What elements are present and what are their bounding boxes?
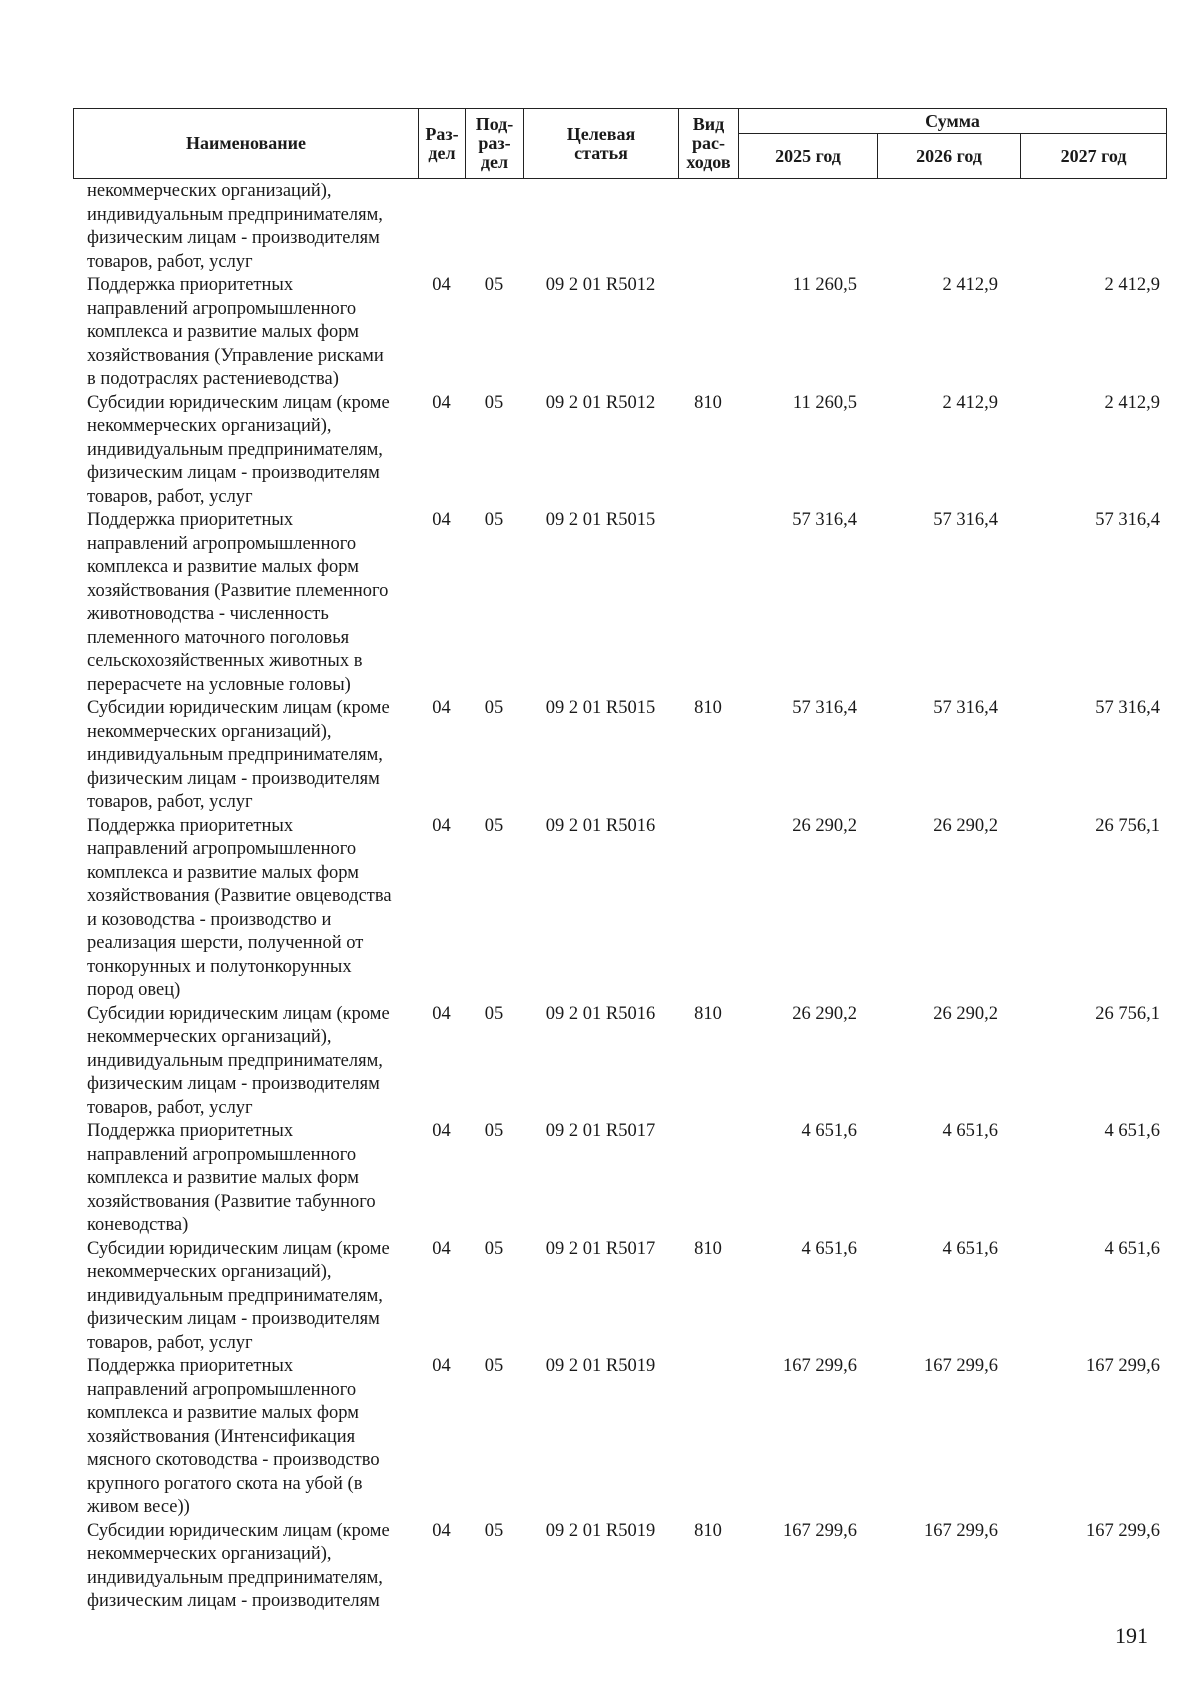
- table-row: [73, 1120, 1166, 1238]
- header-kind: [679, 109, 739, 179]
- table-header: [73, 108, 1167, 179]
- table-row: [73, 815, 1166, 1003]
- cell-subsection: 05: [484, 815, 504, 836]
- cell-kind: 810: [694, 698, 722, 718]
- cell-section: 04: [432, 392, 451, 413]
- header-2025: [739, 134, 878, 179]
- cell-name: Поддержка приоритетных направлений агропромышленного комплекса и развитие малых форм хозяйствования (Управление рисками в подотраслях растениеводства): [87, 275, 384, 389]
- cell-name: Субсидии юридическим лицам (кроме некоммерческих организаций), индивидуальным предпринимателям, физическим лицам - производителям товаров, работ, услуг: [87, 1003, 390, 1118]
- cell-y2026: 2 412,9: [942, 275, 998, 295]
- cell-y2027: 4 651,6: [1104, 1238, 1160, 1259]
- table-row: [73, 1355, 1166, 1520]
- header-2027-label: 2027 год: [1060, 145, 1127, 166]
- table-row: [73, 697, 1166, 815]
- cell-y2026: 26 290,2: [933, 815, 998, 836]
- cell-target: [523, 180, 678, 274]
- cell-kind: [678, 180, 738, 274]
- cell-section: [418, 180, 465, 274]
- cell-name: Поддержка приоритетных направлений агропромышленного комплекса и развитие малых форм хозяйствования (Развитие овцеводства и козоводства - производство и реализация шерсти, полученной от тонкорунных и полутонкорунных пород овец): [87, 815, 392, 1000]
- table-row: [73, 180, 1166, 274]
- cell-name: Поддержка приоритетных направлений агропромышленного комплекса и развитие малых форм хозяйствования (Интенсификация мясного скотоводства - производство крупного рогатого скота на убой (в живом весе)): [87, 1356, 380, 1517]
- cell-target: 09 2 01 R5019: [545, 1520, 656, 1541]
- cell-y2025: 167 299,6: [783, 1520, 857, 1541]
- cell-y2025: 57 316,4: [792, 698, 857, 718]
- cell-target: 09 2 01 R5012: [545, 275, 656, 295]
- header-section: [419, 109, 466, 179]
- header-subsection: [466, 109, 524, 179]
- table-body: [73, 180, 1166, 1614]
- cell-target: 09 2 01 R5017: [545, 1238, 656, 1259]
- cell-target: 09 2 01 R5015: [545, 510, 656, 530]
- cell-y2026: 167 299,6: [924, 1356, 998, 1376]
- cell-subsection: [465, 180, 523, 274]
- cell-subsection: 05: [484, 1238, 504, 1259]
- cell-section: 04: [432, 510, 451, 530]
- cell-kind: [678, 274, 738, 392]
- cell-y2025: 26 290,2: [792, 1003, 857, 1024]
- cell-y2027: 2 412,9: [1104, 392, 1160, 413]
- header-name-label: Наименование: [186, 133, 306, 153]
- cell-y2025: 11 260,5: [792, 392, 857, 413]
- cell-name: Поддержка приоритетных направлений агропромышленного комплекса и развитие малых форм хозяйствования (Развитие табунного коневодства): [87, 1121, 376, 1235]
- cell-y2026: 57 316,4: [933, 698, 998, 718]
- cell-kind: [678, 1355, 738, 1520]
- header-2026: [878, 134, 1021, 179]
- table-row: [73, 509, 1166, 697]
- cell-kind: [678, 1120, 738, 1238]
- cell-y2027: 4 651,6: [1104, 1121, 1160, 1141]
- cell-y2025: 26 290,2: [792, 815, 857, 836]
- cell-subsection: 05: [484, 510, 504, 530]
- cell-name: Субсидии юридическим лицам (кроме некоммерческих организаций), индивидуальным предпринимателям, физическим лицам - производителям товаров, работ, услуг: [87, 392, 390, 507]
- cell-name: некоммерческих организаций), индивидуальным предпринимателям, физическим лицам - производителям товаров, работ, услуг: [87, 181, 383, 272]
- cell-kind: [678, 815, 738, 1003]
- table-row: [73, 1520, 1166, 1614]
- header-name: [74, 109, 419, 179]
- cell-name: Субсидии юридическим лицам (кроме некоммерческих организаций), индивидуальным предпринимателям, физическим лицам - производителям товаров, работ, услуг: [87, 1238, 390, 1353]
- cell-section: 04: [432, 275, 451, 295]
- cell-y2027: 57 316,4: [1095, 510, 1160, 530]
- cell-kind: 810: [694, 1003, 722, 1024]
- header-target-label: Целевая статья: [566, 123, 636, 163]
- cell-target: 09 2 01 R5012: [545, 392, 656, 413]
- cell-subsection: 05: [484, 1356, 504, 1376]
- cell-subsection: 05: [484, 275, 504, 295]
- header-2025-label: 2025 год: [775, 145, 841, 166]
- cell-section: 04: [432, 1356, 451, 1376]
- page-number: 191: [1115, 1623, 1148, 1648]
- header-kind-label: Вид рас- ходов: [686, 114, 731, 172]
- cell-section: 04: [432, 698, 451, 718]
- cell-y2027: 167 299,6: [1086, 1356, 1160, 1376]
- cell-kind: 810: [694, 1520, 722, 1541]
- cell-name: Поддержка приоритетных направлений агропромышленного комплекса и развитие малых форм хозяйствования (Развитие племенного животноводства - численность племенного маточного поголовья сельскохозяйственных животных в перерасчете на условные головы): [87, 510, 389, 695]
- header-target: [524, 109, 679, 179]
- cell-y2025: 57 316,4: [792, 510, 857, 530]
- cell-section: 04: [432, 1520, 451, 1541]
- header-sum-label: Сумма: [925, 110, 980, 131]
- cell-name: Субсидии юридическим лицам (кроме некоммерческих организаций), индивидуальным предпринимателям, физическим лицам - производителям: [87, 1520, 390, 1611]
- cell-y2027: 167 299,6: [1086, 1520, 1160, 1541]
- table-row: [73, 274, 1166, 392]
- cell-y2025: 4 651,6: [801, 1238, 857, 1259]
- cell-y2027: 2 412,9: [1104, 275, 1160, 295]
- table-row: [73, 392, 1166, 510]
- cell-subsection: 05: [484, 1121, 504, 1141]
- cell-y2027: 57 316,4: [1095, 698, 1160, 718]
- cell-y2026: [877, 180, 1020, 274]
- cell-y2026: 167 299,6: [924, 1520, 998, 1541]
- table-row: [73, 1238, 1166, 1356]
- cell-y2027: 26 756,1: [1095, 1003, 1160, 1024]
- cell-target: 09 2 01 R5017: [545, 1121, 656, 1141]
- cell-target: 09 2 01 R5016: [545, 1003, 656, 1024]
- table-row: [73, 1003, 1166, 1121]
- cell-y2025: 167 299,6: [783, 1356, 857, 1376]
- cell-y2026: 57 316,4: [933, 510, 998, 530]
- cell-kind: 810: [694, 1238, 722, 1259]
- header-sum: [739, 109, 1167, 134]
- cell-y2026: 2 412,9: [942, 392, 998, 413]
- header-2026-label: 2026 год: [916, 145, 982, 166]
- cell-y2027: 26 756,1: [1095, 815, 1160, 836]
- cell-y2026: 26 290,2: [933, 1003, 998, 1024]
- cell-y2025: 4 651,6: [801, 1121, 857, 1141]
- cell-subsection: 05: [484, 698, 504, 718]
- cell-y2025: 11 260,5: [792, 275, 857, 295]
- cell-subsection: 05: [484, 1003, 504, 1024]
- cell-target: 09 2 01 R5019: [545, 1356, 656, 1376]
- cell-kind: 810: [694, 392, 722, 413]
- cell-section: 04: [432, 1121, 451, 1141]
- cell-y2025: [738, 180, 877, 274]
- header-section-label: Раз- дел: [425, 123, 459, 163]
- cell-y2026: 4 651,6: [942, 1121, 998, 1141]
- cell-section: 04: [432, 815, 451, 836]
- cell-name: Субсидии юридическим лицам (кроме некоммерческих организаций), индивидуальным предпринимателям, физическим лицам - производителям товаров, работ, услуг: [87, 698, 390, 812]
- cell-y2026: 4 651,6: [942, 1238, 998, 1259]
- cell-target: 09 2 01 R5015: [545, 698, 656, 718]
- cell-target: 09 2 01 R5016: [545, 815, 656, 836]
- cell-y2027: [1020, 180, 1166, 274]
- header-subsection-label: Под- раз- дел: [475, 114, 514, 172]
- cell-subsection: 05: [484, 392, 504, 413]
- cell-subsection: 05: [484, 1520, 504, 1541]
- cell-section: 04: [432, 1238, 451, 1259]
- header-2027: [1021, 134, 1167, 179]
- cell-section: 04: [432, 1003, 451, 1024]
- cell-kind: [678, 509, 738, 697]
